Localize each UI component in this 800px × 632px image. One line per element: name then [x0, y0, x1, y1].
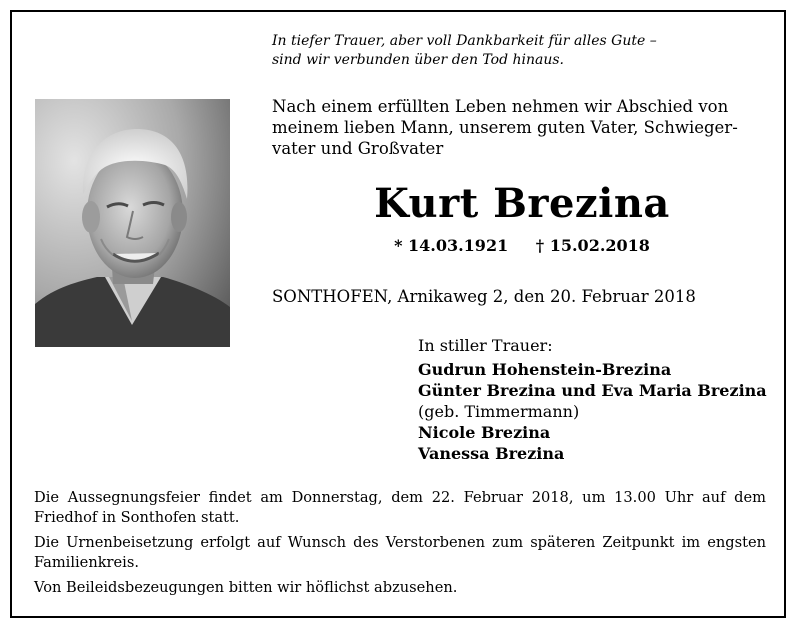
funeral-note: Von Beileidsbezeugungen bitten wir höflichst abzusehen. [34, 579, 458, 596]
mourner-name: Günter Brezina und Eva Maria Brezina [418, 381, 767, 400]
mourner-name-note: (geb. Timmermann) [418, 402, 580, 421]
funeral-note: Die Aussegnungsfeier findet am Donnerstag, dem 22. Februar 2018, um 13.00 Uhr auf dem Friedhof in Sonthofen statt. [34, 489, 766, 526]
mourner-name: Nicole Brezina [418, 423, 551, 442]
birth-date: * 14.03.1921 [394, 236, 509, 255]
intro-text [272, 96, 772, 159]
life-dates [272, 236, 772, 256]
mourners-block [418, 335, 778, 464]
intro-line: meinem lieben Mann, unserem guten Vater, Schwieger- [272, 118, 738, 137]
intro-line: Nach einem erfüllten Leben nehmen wir Abschied von [272, 97, 729, 116]
portrait-photo [35, 99, 230, 347]
place-and-date: SONTHOFEN, Arnikaweg 2, den 20. Februar 2018 [272, 287, 696, 306]
intro-line: vater und Großvater [272, 139, 444, 158]
mourner-name: Gudrun Hohenstein-Brezina [418, 360, 672, 379]
motto [272, 32, 772, 70]
funeral-note: Die Urnenbeisetzung erfolgt auf Wunsch des Verstorbenen zum späteren Zeitpunkt im engsten Familienkreis. [34, 534, 766, 571]
deceased-name: Kurt Brezina [374, 180, 670, 227]
motto-line: sind wir verbunden über den Tod hinaus. [272, 52, 565, 68]
motto-line: In tiefer Trauer, aber voll Dankbarkeit für alles Gute – [272, 33, 657, 49]
mourners-lead: In stiller Trauer: [418, 336, 553, 355]
funeral-notes [34, 488, 766, 603]
death-date: † 15.02.2018 [535, 236, 650, 255]
portrait-photo-image [35, 99, 230, 347]
mourner-name: Vanessa Brezina [418, 444, 565, 463]
